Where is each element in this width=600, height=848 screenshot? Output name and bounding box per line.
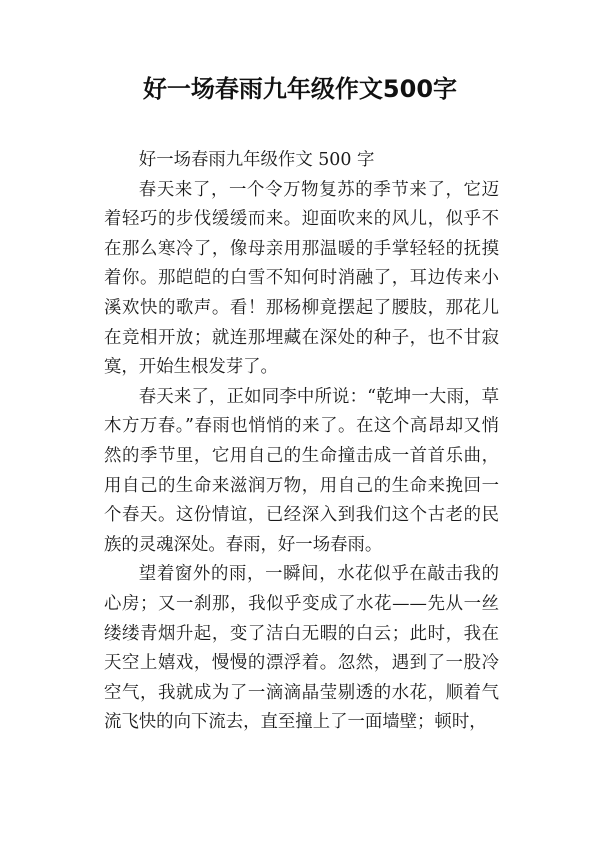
document-subtitle: 好一场春雨九年级作文 500 字: [138, 150, 375, 170]
document-body: [104, 146, 499, 738]
paragraph: 春天来了，正如同李中所说：“乾坤一大雨，草木方万春。”春雨也悄悄的来了。在这个高昂却又悄然的季节里，它用自己的生命撞击成一首首乐曲，用自己的生命来滋润万物，用自己的生命来挽回一个春天。这份情谊，已经深入到我们这个古老的民族的灵魂深处。春雨，好一场春雨。: [104, 386, 499, 555]
paragraph: 春天来了，一个令万物复苏的季节来了，它迈着轻巧的步伐缓缓而来。迎面吹来的风儿，似乎不在那么寒冷了，像母亲用那温暖的手掌轻轻的抚摸着你。那皑皑的白雪不知何时消融了，耳边传来小溪欢快的歌声。看！那杨柳竟摆起了腰肢，那花儿在竞相开放；就连那埋藏在深处的种子，也不甘寂寞，开始生根发芽了。: [104, 179, 499, 378]
paragraph: 望着窗外的雨，一瞬间，水花似乎在敲击我的心房；又一刹那，我似乎变成了水花——先从一丝缕缕青烟升起，变了洁白无暇的白云；此时，我在天空上嬉戏，慢慢的漂浮着。忽然，遇到了一股冷空气，我就成为了一滴滴晶莹剔透的水花，顺着气流飞快的向下流去，直至撞上了一面墙壁；顿时，: [104, 564, 499, 733]
document-title: 好一场春雨九年级作文500字: [142, 75, 458, 103]
